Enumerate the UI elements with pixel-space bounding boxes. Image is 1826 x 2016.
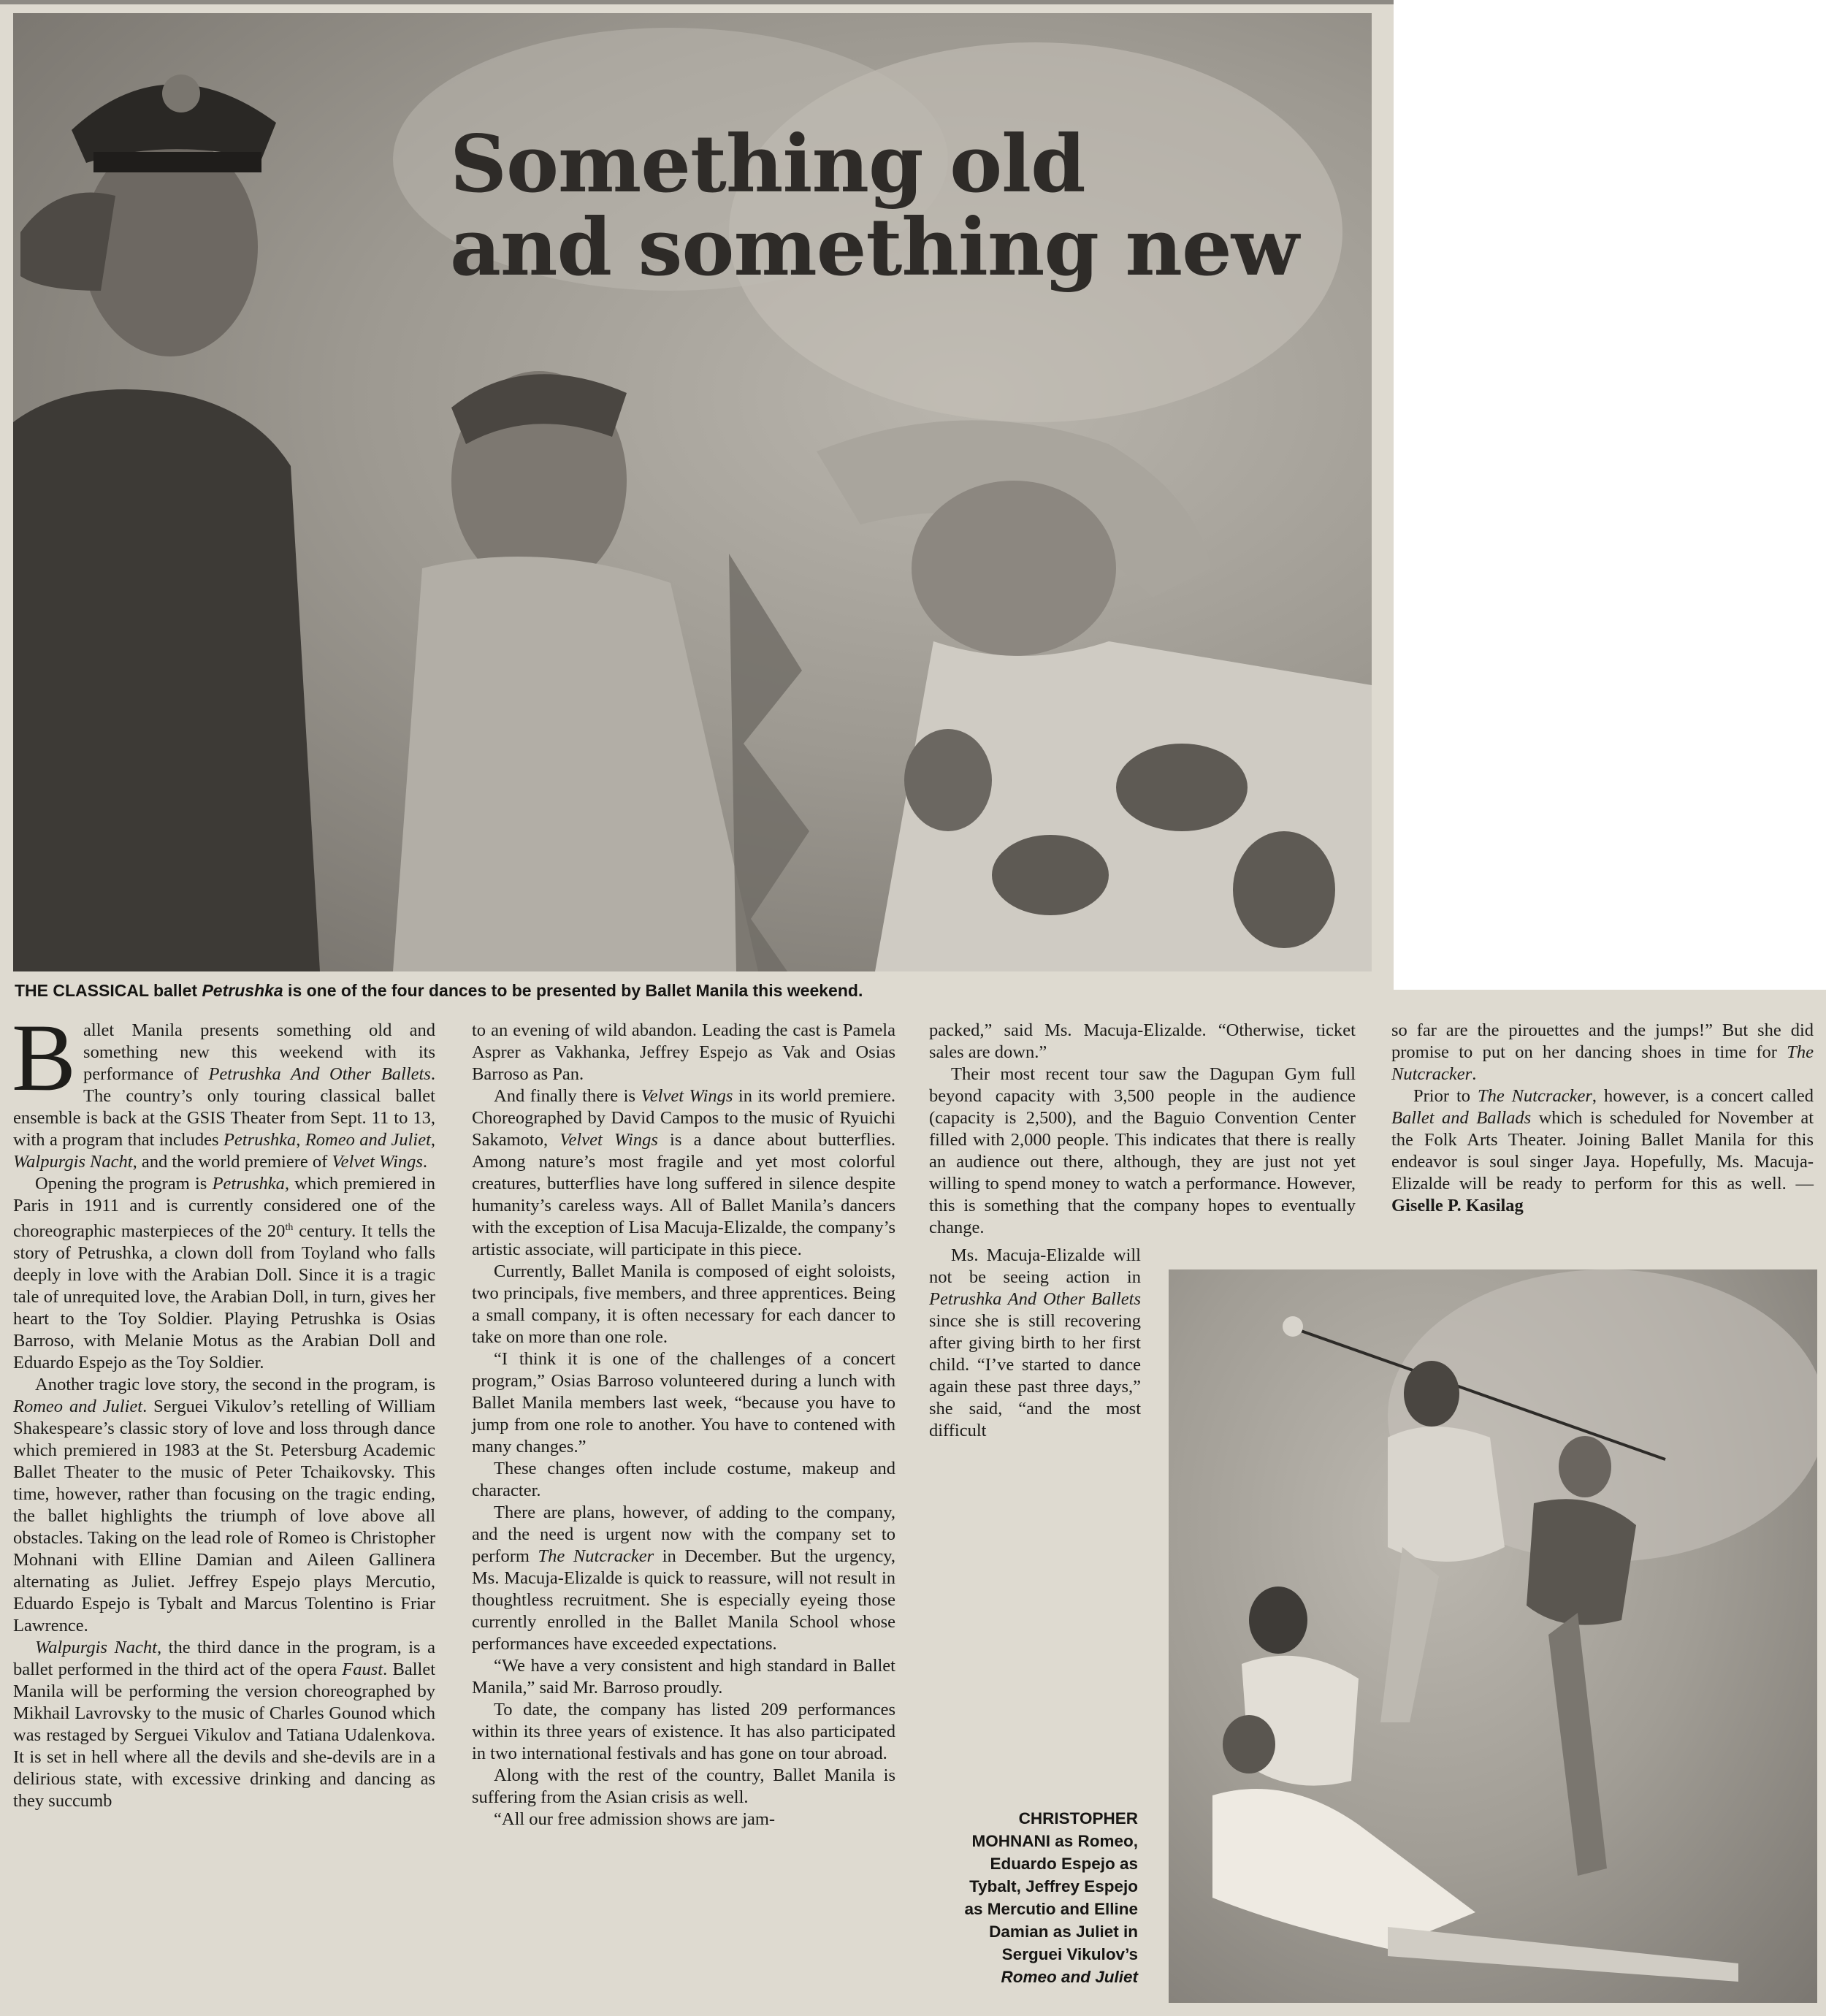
text-run: Velvet Wings: [559, 1130, 658, 1150]
article-column-2: [472, 1020, 895, 1830]
text-run: in December. But the urgency, Ms. Macuja-Elizalde is quick to reassure, will not result in thoughtless recruitment. She is especially eyeing those currently enrolled in the Ballet Manila School whose performances have exceeded expectations.: [472, 1546, 895, 1654]
text-run: ,: [296, 1130, 305, 1150]
caption-title: Petrushka: [202, 981, 283, 1000]
text-run: Petrushka: [223, 1130, 297, 1150]
article-paragraph: Their most recent tour saw the Dagupan Gym full beyond capacity with 3,500 people in the audience (capacity is 2,500), and the Baguio Convention Center filled with 2,000 people. This indicates that there is really an audience out there, although, they are just not yet willing to spend money to watch a performance. However, this is something that the company hopes to eventually change.: [929, 1064, 1356, 1237]
article-paragraph: To date, the company has listed 209 performances within its three years of existence. It has also participated in two international festivals and has gone on tour abroad.: [472, 1700, 895, 1763]
article-paragraph: [13, 1173, 435, 1374]
article-column-4: [1391, 1020, 1814, 1217]
drop-cap: B: [12, 1004, 77, 1111]
text-run: Romeo and Juliet: [305, 1130, 431, 1150]
romeo-and-juliet-photo: [1169, 1269, 1817, 2003]
caption-pre: ballet: [148, 981, 202, 1000]
headline-line-2: and something new: [450, 202, 1299, 294]
text-run: .: [422, 1152, 428, 1172]
ballet-petrushka-photo: [13, 13, 1372, 971]
article-paragraph: to an evening of wild abandon. Leading the cast is Pamela Asprer as Vakhanka, Jeffrey Espejo as Vak and Osias Barroso as Pan.: [472, 1020, 895, 1084]
caption-line: CHRISTOPHER: [1018, 1809, 1138, 1828]
article-paragraph: [929, 1245, 1141, 1442]
article-paragraph: [472, 1502, 895, 1655]
text-run: which is scheduled for November at the Folk Arts Theater. Joining Ballet Manila for this endeavor is soul singer Jaya. Hopefully, Ms. Macuja-Elizalde will be ready to perform for this as well. —: [1391, 1108, 1814, 1194]
article-paragraph: “I think it is one of the challenges of a concert program,” Osias Barroso volunteered during a lunch with Ballet Manila members last week, “because you have to jump from one role to another. You have to contened with many changes.”: [472, 1349, 895, 1456]
text-run: .: [1472, 1064, 1477, 1084]
text-run: Ballet and Ballads: [1391, 1108, 1532, 1128]
article-paragraph: “All our free admission shows are jam-: [494, 1809, 776, 1829]
text-run: , however, is a concert called: [1592, 1086, 1814, 1106]
text-run: Velvet Wings: [641, 1086, 733, 1106]
caption-line: Romeo and Juliet: [1001, 1968, 1138, 1986]
headline: [450, 118, 1370, 294]
article-paragraph: [1391, 1085, 1814, 1217]
text-run: Opening the program is: [35, 1174, 213, 1194]
caption-line: Eduardo Espejo as: [990, 1855, 1138, 1873]
text-run: Faust: [342, 1660, 383, 1680]
caption-rest: is one of the four dances to be presented by Ballet Manila this weekend.: [283, 981, 863, 1000]
article-paragraph: [1391, 1020, 1814, 1085]
text-run: Walpurgis Nacht: [13, 1152, 133, 1172]
text-run: Ms. Macuja-Elizalde will not be seeing action in: [929, 1245, 1141, 1287]
article-column-1: [12, 1004, 436, 1812]
caption-line: as Mercutio and Elline: [964, 1900, 1138, 1918]
text-run: The Nutcracker: [1477, 1086, 1592, 1106]
headline-line-1: Something old: [450, 118, 1085, 210]
text-run: The Nutcracker: [538, 1546, 654, 1566]
text-run: th: [285, 1222, 294, 1233]
article-paragraph: [12, 1004, 435, 1173]
article-paragraph: packed,” said Ms. Macuja-Elizalde. “Otherwise, ticket sales are down.”: [929, 1020, 1356, 1062]
byline: Giselle P. Kasilag: [1391, 1196, 1524, 1215]
text-run: , the third dance in the program, is a ballet performed in the third act of the opera: [13, 1638, 435, 1680]
text-run: in its world premiere. Choreographed by David Campos to the music of Ryuichi Sakamoto,: [472, 1086, 896, 1150]
text-run: Walpurgis Nacht: [35, 1638, 157, 1658]
text-run: Petrushka,: [212, 1174, 290, 1194]
text-run: Petrushka And Other Ballets: [208, 1064, 431, 1084]
text-run: so far are the pirouettes and the jumps!” But she did promise to put on her dancing shoes in time for: [1391, 1020, 1814, 1062]
caption-line: MOHNANI as Romeo,: [971, 1832, 1138, 1850]
article-paragraph: Along with the rest of the country, Ballet Manila is suffering from the Asian crisis as well.: [472, 1765, 895, 1807]
text-run: century. It tells the story of Petrushka, a clown doll from Toyland who falls deeply in love with the Arabian Doll. Since it is a tragic tale of unrequited love, the Arabian Doll, in turn, gives her heart to the Toy Soldier. Playing Petrushka is Osias Barroso, with Melanie Motus as the Arabian Doll and Eduardo Espejo as the Toy Soldier.: [13, 1221, 435, 1373]
article-paragraph: [13, 1374, 435, 1637]
article-paragraph: “We have a very consistent and high standard in Ballet Manila,” said Mr. Barroso proudly.: [472, 1656, 895, 1698]
text-run: is a dance about butterflies. Among nature’s most fragile and yet most colorful creatures, butterflies have long suffered in silence despite humanity’s careless ways. All of Ballet Manila’s dancers with the exception of Lisa Macuja-Elizalde, the company’s artistic associate, will participate in this piece.: [472, 1130, 895, 1259]
text-run: Romeo and Juliet: [13, 1397, 143, 1417]
text-run: Another tragic love story, the second in the program, is: [35, 1375, 435, 1395]
article-paragraph: These changes often include costume, makeup and character.: [472, 1459, 895, 1500]
text-run: allet Manila presents something old and something new this weekend with its performance of: [83, 1020, 435, 1084]
text-run: Velvet Wings: [332, 1152, 423, 1172]
photo-caption: [15, 981, 1373, 1001]
second-photo-caption: [912, 1807, 1138, 1988]
caption-line: Tybalt, Jeffrey Espejo: [969, 1877, 1138, 1895]
text-run: . Ballet Manila will be performing the version choreographed by Mikhail Lavrovsky to the music of Charles Gounod which was restaged by Serguei Vikulov and Tatiana Udalenkova. It is set in hell where all the devils and she-devils are in a delirious state, with excessive drinking and dancing as they succumb: [13, 1660, 435, 1811]
text-run: , and the world premiere of: [132, 1152, 332, 1172]
text-run: Prior to: [1413, 1086, 1478, 1106]
text-run: . The country’s only touring classical ballet ensemble is back at the GSIS Theater from Sept. 11 to 13, with a program that includes: [13, 1064, 435, 1150]
caption-line: Damian as Juliet in: [989, 1923, 1138, 1941]
text-run: The Nutcracker: [1391, 1042, 1814, 1084]
text-run: And finally there is: [494, 1086, 641, 1106]
text-run: since she is still recovering after giving birth to her first child. “I’ve started to dance again these past three days,” she said, “and the most difficult: [929, 1311, 1141, 1440]
article-paragraph: [13, 1637, 435, 1812]
text-run: There are plans, however, of adding to the company, and the need is urgent now with the company set to perform: [472, 1503, 895, 1566]
text-run: which premiered in Paris in 1911 and is currently considered one of the choreographic masterpieces of the 20: [13, 1174, 435, 1242]
article-paragraph: [472, 1085, 895, 1261]
text-run: Petrushka And Other Ballets: [929, 1289, 1141, 1309]
caption-line: Serguei Vikulov’s: [1001, 1945, 1138, 1963]
text-run: ,: [430, 1130, 435, 1150]
article-paragraph: Currently, Ballet Manila is composed of eight soloists, two principals, five members, and three apprentices. Being a small company, it is often necessary for each dancer to take on more than one role.: [472, 1261, 895, 1347]
text-run: . Serguei Vikulov’s retelling of William Shakespeare’s classic story of love and loss through dance which premiered in 1983 at the St. Petersburg Academic Ballet Theater to the music of Peter Tchaikovsky. This time, however, rather than focusing on the tragic ending, the ballet highlights the triumph of love above all obstacles. Taking on the lead role of Romeo is Christopher Mohnani with Elline Damian and Aileen Gallinera alternating as Juliet. Jeffrey Espejo plays Mercutio, Eduardo Espejo is Tybalt and Marcus Tolentino is Friar Lawrence.: [13, 1397, 436, 1636]
caption-lead: THE CLASSICAL: [15, 981, 149, 1000]
